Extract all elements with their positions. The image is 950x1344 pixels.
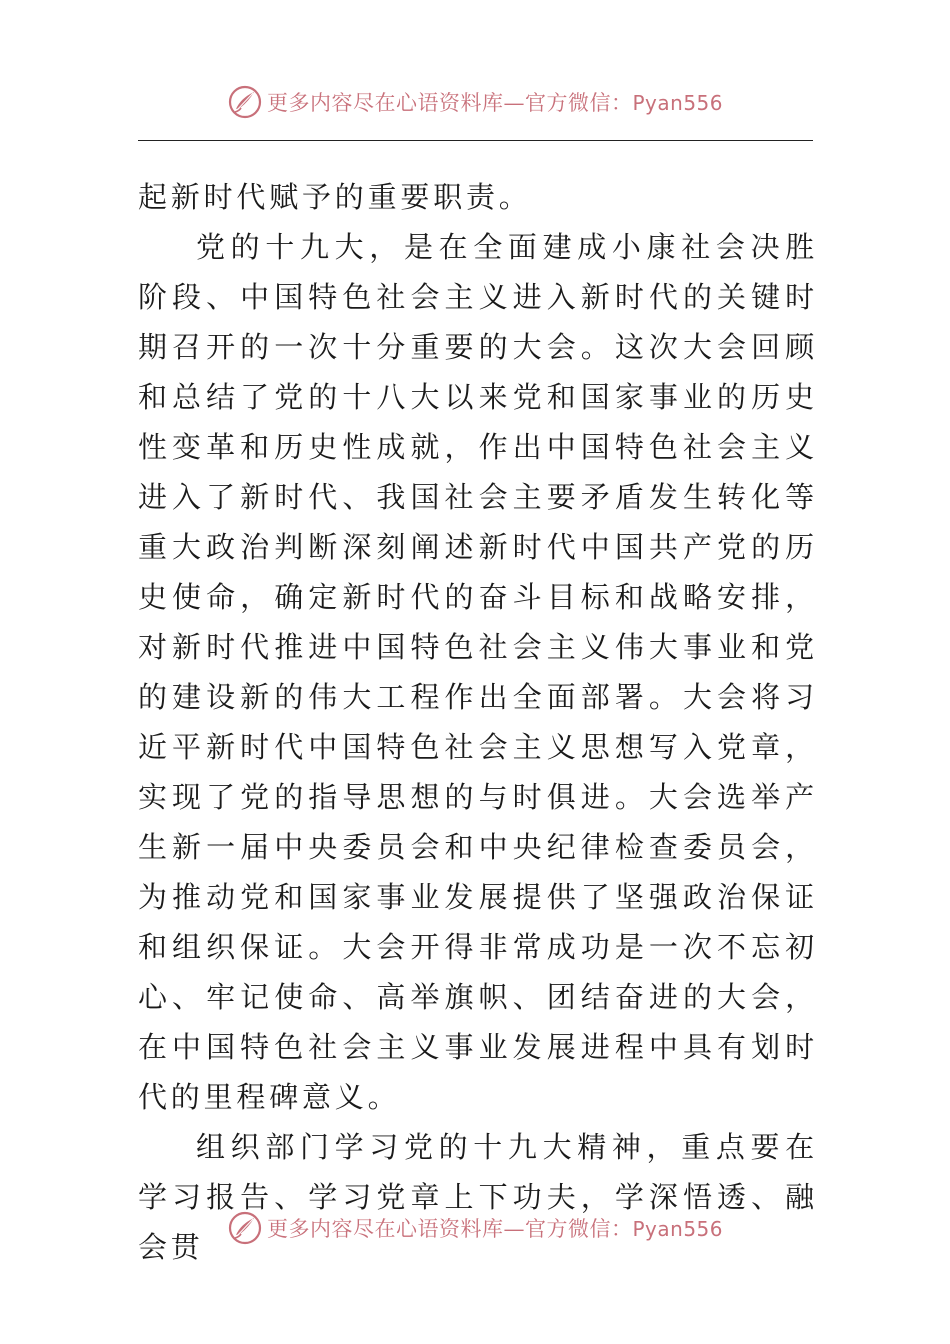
paragraph-2: 党的十九大，是在全面建成小康社会决胜阶段、中国特色社会主义进入新时代的关键时期召开的一次十分重要的大会。这次大会回顾和总结了党的十八大以来党和国家事业的历史性变革和历史性成就，作出中国特色社会主义进入了新时代、我国社会主要矛盾发生转化等重大政治判断深刻阐述新时代中国共产党的历史使命，确定新时代的奋斗目标和战略安排，对新时代推进中国特色社会主义伟大事业和党的建设新的伟大工程作出全面部署。大会将习近平新时代中国特色社会主义思想写入党章，实现了党的指导思想的与时俱进。大会选举产生新一届中央委员会和中央纪律检查委员会，为推动党和国家事业发展提供了坚强政治保证和组织保证。大会开得非常成功是一次不忘初心、牢记使命、高举旗帜、团结奋进的大会，在中国特色社会主义事业发展进程中具有划时代的里程碑意义。 (138, 230, 818, 1114)
paragraph-3: 组织部门学习党的十九大精神，重点要在学习报告、学习党章上下功夫，学深悟透、融会贯 (138, 1130, 818, 1264)
document-body (138, 172, 818, 1272)
header-watermark-banner (0, 82, 950, 122)
pen-logo-icon (227, 1210, 263, 1246)
paragraph-1: 起新时代赋予的重要职责。 (138, 180, 532, 214)
header-banner-cn: 更多内容尽在心语资料库—官方微信： (266, 91, 633, 115)
footer-banner-id: Pyan556 (632, 1217, 723, 1241)
pen-logo-icon (227, 84, 263, 120)
header-banner-id: Pyan556 (632, 91, 723, 115)
header-banner-text (267, 87, 723, 117)
footer-watermark-banner (0, 1208, 950, 1248)
footer-banner-text (267, 1213, 723, 1243)
header-divider (138, 140, 813, 141)
footer-banner-cn: 更多内容尽在心语资料库—官方微信： (266, 1217, 633, 1241)
